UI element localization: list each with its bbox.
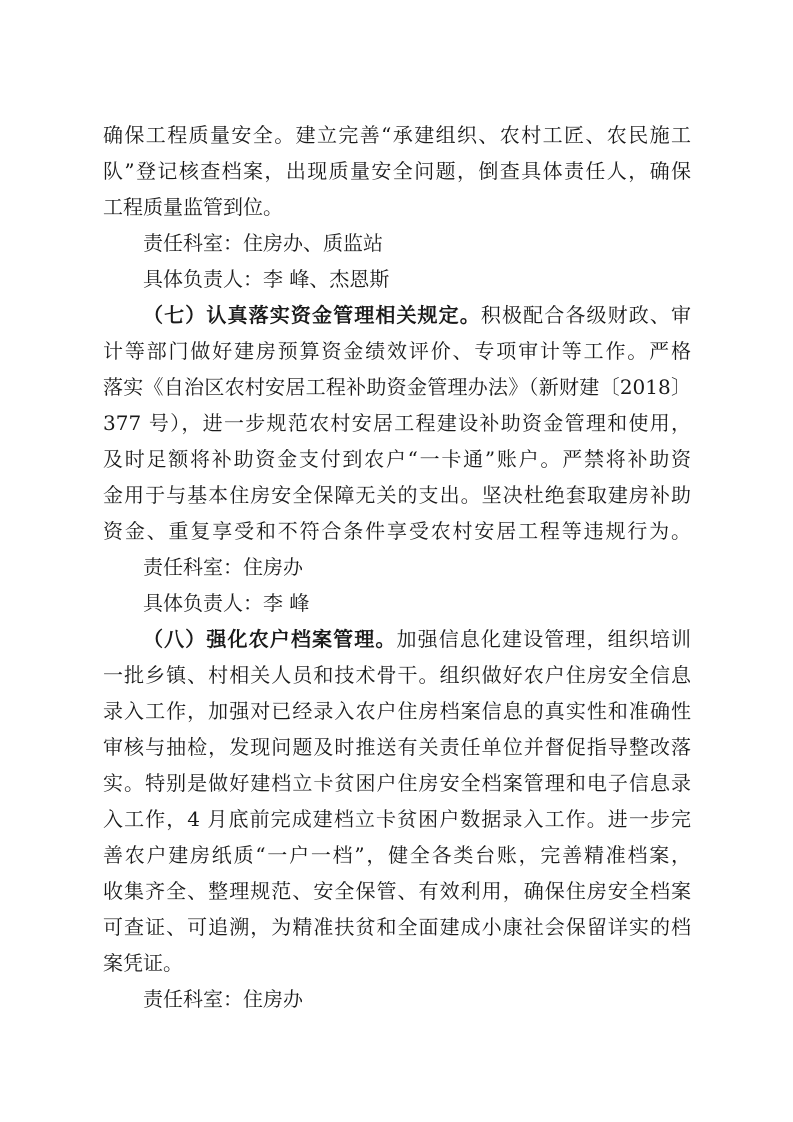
line-text: 责任科室：住房办: [143, 987, 303, 1011]
text-line: [103, 837, 691, 873]
text-line: [103, 333, 691, 369]
text-line: [103, 585, 691, 621]
text-line: [103, 405, 691, 441]
line-text: 金用于与基本住房安全保障无关的支出。坚决杜绝套取建房补助: [103, 483, 691, 507]
text-line: [103, 441, 691, 477]
line-text: 责任科室：住房办、质监站: [143, 231, 383, 255]
section-heading-line: [103, 297, 691, 333]
text-line: [103, 117, 691, 153]
line-text: 责任科室：住房办: [143, 555, 303, 579]
line-text: 一批乡镇、村相关人员和技术骨干。组织做好农户住房安全信息: [103, 663, 691, 687]
section-heading: （七）认真落实资金管理相关规定。: [143, 303, 481, 327]
text-line: [103, 765, 691, 801]
text-line: [103, 873, 691, 909]
text-line: [103, 225, 691, 261]
line-text: 落实《自治区农村安居工程补助资金管理办法》（新财建〔2018〕: [103, 375, 691, 399]
line-text: 资金、重复享受和不符合条件享受农村安居工程等违规行为。: [103, 519, 691, 543]
text-line: [103, 369, 691, 405]
line-text: 具体负责人：李 峰、杰恩斯: [143, 267, 390, 291]
line-text: 审核与抽检，发现问题及时推送有关责任单位并督促指导整改落: [103, 735, 691, 759]
text-line: [103, 189, 691, 225]
text-line: [103, 909, 691, 945]
line-text: 计等部门做好建房预算资金绩效评价、专项审计等工作。严格: [103, 339, 691, 363]
text-line: [103, 513, 691, 549]
section-heading-line: [103, 621, 691, 657]
line-text: 录入工作，加强对已经录入农户住房档案信息的真实性和准确性: [103, 699, 691, 723]
text-line: [103, 153, 691, 189]
line-text: 可查证、可追溯，为精准扶贫和全面建成小康社会保留详实的档: [103, 915, 691, 939]
line-text: 及时足额将补助资金支付到农户“一卡通”账户。严禁将补助资: [103, 447, 691, 471]
line-text: 积极配合各级财政、审: [480, 303, 692, 327]
line-text: 377 号），进一步规范农村安居工程建设补助资金管理和使用，: [103, 411, 691, 435]
line-text: 案凭证。: [103, 951, 183, 975]
document-body: [103, 117, 691, 1017]
text-line: [103, 477, 691, 513]
line-text: 队”登记核查档案，出现质量安全问题，倒查具体责任人，确保: [103, 159, 691, 183]
text-line: [103, 657, 691, 693]
line-text: 收集齐全、整理规范、安全保管、有效利用，确保住房安全档案: [103, 879, 691, 903]
text-line: [103, 801, 691, 837]
line-text: 实。特别是做好建档立卡贫困户住房安全档案管理和电子信息录: [103, 771, 691, 795]
line-text: 具体负责人：李 峰: [143, 591, 310, 615]
line-text: 入工作，4 月底前完成建档立卡贫困户数据录入工作。进一步完: [103, 807, 691, 831]
line-text: 确保工程质量安全。建立完善“承建组织、农村工匠、农民施工: [103, 123, 691, 147]
line-text: 善农户建房纸质“一户一档”，健全各类台账，完善精准档案，: [103, 843, 691, 867]
line-text: 加强信息化建设管理，组织培训: [396, 627, 692, 651]
line-text: 工程质量监管到位。: [103, 195, 283, 219]
text-line: [103, 729, 691, 765]
text-line: [103, 261, 691, 297]
text-line: [103, 693, 691, 729]
text-line: [103, 981, 691, 1017]
text-line: [103, 549, 691, 585]
text-line: [103, 945, 691, 981]
section-heading: （八）强化农户档案管理。: [143, 627, 397, 651]
